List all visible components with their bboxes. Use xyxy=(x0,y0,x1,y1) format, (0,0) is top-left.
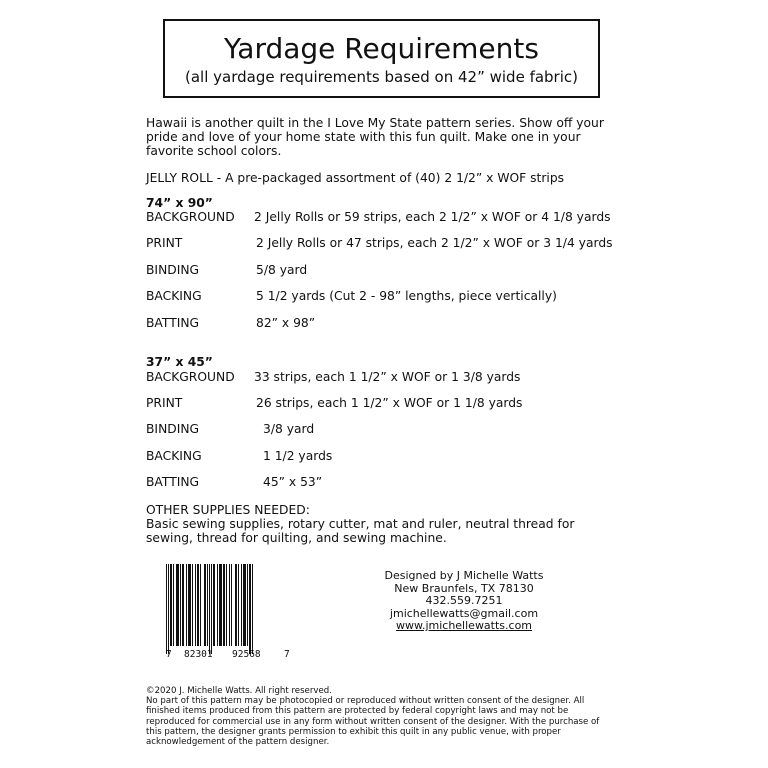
barcode-bars xyxy=(166,564,292,650)
other-supplies-text: Basic sewing supplies, rotary cutter, mat and ruler, neutral thread for sewing, thread for quilting, and sewing machine. xyxy=(146,517,575,545)
copyright-notice xyxy=(146,686,616,747)
intro-paragraph: Hawaii is another quilt in the I Love My State pattern series. Show off your pride and love of your home state with this fun quilt. Make one in your favorite school colors. xyxy=(146,116,604,158)
row-label: BINDING xyxy=(146,422,200,436)
barcode-digits-right: 92568 xyxy=(232,649,261,660)
small-size-heading: 37” x 45” xyxy=(146,355,213,369)
designer-email: jmichellewatts@gmail.com xyxy=(389,606,539,620)
large-size-heading: 74” x 90” xyxy=(146,196,213,210)
row-label: BACKGROUND xyxy=(146,370,235,384)
designer-info xyxy=(370,570,558,633)
other-supplies-heading: OTHER SUPPLIES NEEDED: xyxy=(146,503,310,517)
jelly-roll-note: JELLY ROLL - A pre-packaged assortment of (40) 2 1/2” x WOF strips xyxy=(146,171,565,185)
barcode-digits-left: 82301 xyxy=(184,649,213,660)
designer-website-link[interactable]: www.jmichellewatts.com xyxy=(395,619,533,632)
barcode-digit-last: 7 xyxy=(284,649,290,660)
copyright-body: No part of this pattern may be photocopied or reproduced without written consent of the designer. All finished items produced from this pattern are protected by federal copyright laws and may not be reproduced for commercial use in any form without written consent of the designer. With the purchase of this pattern, the designer grants permission to exhibit this quilt in any public venue, with proper acknowledgement of the pattern designer. xyxy=(146,696,600,748)
row-value: 2 Jelly Rolls or 47 strips, each 2 1/2” x WOF or 3 1/4 yards xyxy=(256,236,613,250)
title-box xyxy=(163,19,600,98)
row-label: BINDING xyxy=(146,263,200,277)
designer-name: Designed by J Michelle Watts xyxy=(384,569,544,582)
row-label: BACKGROUND xyxy=(146,210,235,224)
row-label: BATTING xyxy=(146,475,200,489)
designer-phone: 432.559.7251 xyxy=(425,594,503,607)
row-label: BACKING xyxy=(146,449,202,463)
row-label: PRINT xyxy=(146,236,183,250)
designer-address: New Braunfels, TX 78130 xyxy=(394,581,534,595)
row-value: 1 1/2 yards xyxy=(263,449,333,463)
row-value: 5 1/2 yards (Cut 2 - 98” lengths, piece vertically) xyxy=(256,289,557,303)
row-value: 3/8 yard xyxy=(263,422,315,436)
row-value: 82” x 98” xyxy=(256,316,316,330)
page-subtitle: (all yardage requirements based on 42” wide fabric) xyxy=(185,68,578,86)
barcode xyxy=(166,564,292,662)
row-value: 33 strips, each 1 1/2” x WOF or 1 3/8 yards xyxy=(254,370,521,384)
row-label: PRINT xyxy=(146,396,183,410)
page-title: Yardage Requirements xyxy=(224,32,539,65)
row-value: 5/8 yard xyxy=(256,263,308,277)
other-supplies xyxy=(146,503,616,545)
row-label: BACKING xyxy=(146,289,202,303)
copyright-line: ©2020 J. Michelle Watts. All right reserved. xyxy=(146,686,332,696)
row-value: 2 Jelly Rolls or 59 strips, each 2 1/2” x WOF or 4 1/8 yards xyxy=(254,210,611,224)
barcode-digit-first: 7 xyxy=(166,649,172,660)
row-value: 26 strips, each 1 1/2” x WOF or 1 1/8 yards xyxy=(256,396,523,410)
row-value: 45” x 53” xyxy=(263,475,323,489)
row-label: BATTING xyxy=(146,316,200,330)
